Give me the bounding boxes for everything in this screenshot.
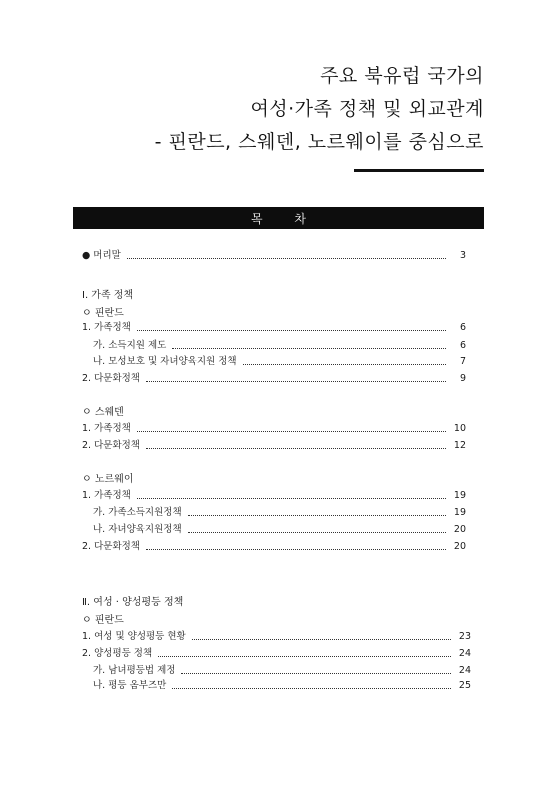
toc-entry[interactable]: [93, 680, 471, 692]
toc-entry-label: 가. 가족소득지원정책: [93, 507, 182, 518]
toc-entry[interactable]: [93, 665, 471, 677]
toc-entry-page: 3: [459, 250, 466, 261]
toc-entry-page: 24: [458, 665, 471, 676]
document-title: [155, 60, 484, 159]
title-line-3: - 핀란드, 스웨덴, 노르웨이를 중심으로: [154, 131, 484, 153]
toc-header-label: 목 차: [251, 211, 320, 226]
toc-entry-label: 나. 자녀양육지원정책: [93, 524, 182, 535]
toc-entry[interactable]: [93, 524, 466, 536]
title-line-2: 여성·가족 정책 및 외교관계: [250, 98, 484, 120]
country-heading: ㅇ 핀란드: [82, 308, 124, 319]
toc-entry-label: 2. 다문화정책: [82, 373, 140, 384]
dot-leader: [137, 497, 446, 499]
section-heading: Ⅰ. 가족 정책: [82, 290, 134, 301]
dot-leader: [172, 347, 446, 349]
toc-entry-page: 24: [458, 648, 471, 659]
dot-leader: [158, 655, 451, 657]
toc-entry-label: 2. 다문화정책: [82, 440, 140, 451]
title-line-1: 주요 북유럽 국가의: [320, 65, 484, 87]
toc-entry-label: ● 머리말: [82, 250, 121, 261]
toc-entry[interactable]: [93, 340, 466, 352]
toc-entry-label: 가. 소득지원 제도: [93, 340, 167, 351]
dot-leader: [188, 531, 446, 533]
toc-entry[interactable]: [82, 440, 466, 452]
dot-leader: [137, 430, 446, 432]
dot-leader: [172, 687, 451, 689]
dot-leader: [181, 672, 451, 674]
toc-entry-page: 20: [453, 541, 466, 552]
toc-entry[interactable]: [82, 423, 466, 435]
toc-entry-label: 나. 모성보호 및 자녀양육지원 정책: [93, 356, 237, 367]
toc-entry-page: 19: [453, 507, 466, 518]
toc-entry-label: 2. 양성평등 정책: [82, 648, 153, 659]
toc-entry[interactable]: [82, 648, 471, 660]
dot-leader: [188, 514, 446, 516]
toc-entry-label: 1. 가족정책: [82, 322, 131, 333]
toc-entry[interactable]: [93, 356, 466, 368]
dot-leader: [243, 363, 446, 365]
toc-entry-label: 1. 여성 및 양성평등 현황: [82, 631, 186, 642]
toc-entry-page: 7: [459, 356, 466, 367]
toc-entry-page: 20: [453, 524, 466, 535]
country-heading: ㅇ 스웨덴: [82, 407, 124, 418]
dot-leader: [146, 380, 446, 382]
toc-entry-page: 9: [459, 373, 466, 384]
toc-entry-page: 19: [453, 490, 466, 501]
toc-entry[interactable]: [82, 250, 466, 262]
country-heading: ㅇ 핀란드: [82, 615, 124, 626]
toc-entry-label: 1. 가족정책: [82, 490, 131, 501]
toc-entry-label: 2. 다문화정책: [82, 541, 140, 552]
toc-entry-label: 나. 평등 옴부즈만: [93, 680, 167, 691]
toc-entry-label: 1. 가족정책: [82, 423, 131, 434]
section-heading: Ⅱ. 여성 · 양성평등 정책: [82, 597, 184, 608]
toc-entry-page: 23: [458, 631, 471, 642]
toc-entry-page: 6: [459, 322, 466, 333]
toc-entry[interactable]: [93, 507, 466, 519]
toc-entry[interactable]: [82, 490, 466, 502]
toc-entry[interactable]: [82, 373, 466, 385]
country-heading: ㅇ 노르웨이: [82, 474, 134, 485]
toc-entry-page: 25: [458, 680, 471, 691]
toc-entry-page: 6: [459, 340, 466, 351]
dot-leader: [146, 447, 446, 449]
toc-entry-label: 가. 남녀평등법 제정: [93, 665, 176, 676]
toc-header-bar: [73, 207, 484, 229]
toc-entry[interactable]: [82, 541, 466, 553]
toc-entry[interactable]: [82, 631, 471, 643]
title-underline-rule: [354, 169, 484, 172]
dot-leader: [137, 329, 446, 331]
dot-leader: [146, 548, 446, 550]
toc-entry[interactable]: [82, 322, 466, 334]
toc-entry-page: 12: [453, 440, 466, 451]
toc-entry-page: 10: [453, 423, 466, 434]
dot-leader: [127, 257, 446, 259]
dot-leader: [192, 638, 451, 640]
